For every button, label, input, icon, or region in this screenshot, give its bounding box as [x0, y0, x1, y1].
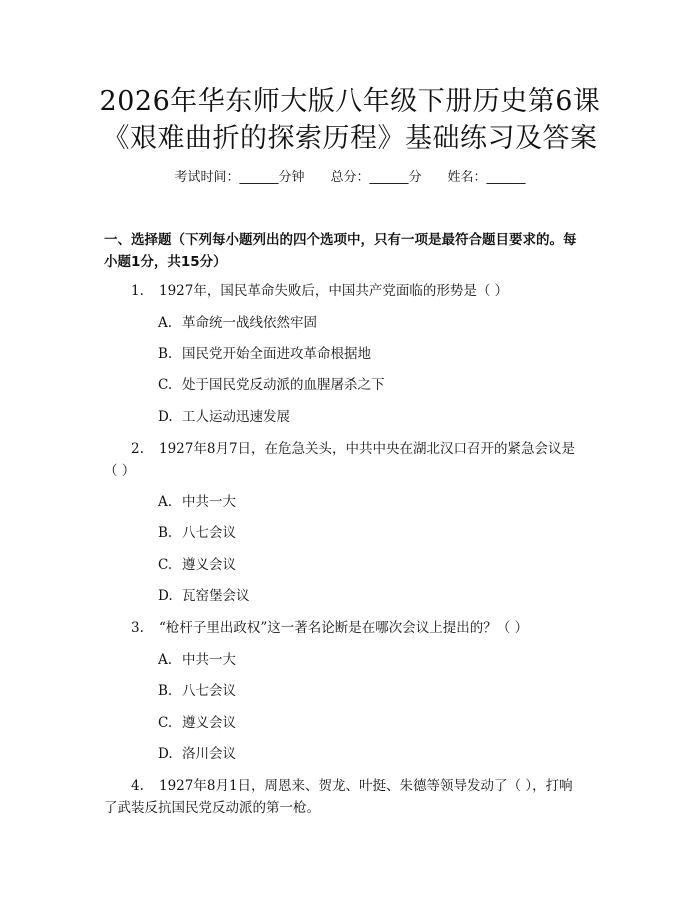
- option-text: 处于国民党反动派的血腥屠杀之下: [182, 377, 385, 393]
- exam-name-field: 姓名：______: [447, 170, 526, 185]
- question-3-option-a: [158, 648, 236, 672]
- option-letter: C.: [158, 377, 173, 393]
- question-stem-line-1: 1927年8月1日，周恩来、贺龙、叶挺、朱德等领导发动了（ ），打响: [159, 778, 573, 794]
- option-text: 中共一大: [182, 494, 236, 510]
- question-3-option-d: [158, 742, 236, 766]
- option-letter: C.: [158, 557, 173, 573]
- option-letter: B.: [158, 683, 173, 699]
- question-stem-line-1: 1927年8月7日，在危急关头，中共中央在湖北汉口召开的紧急会议是: [159, 441, 576, 457]
- question-2-option-c: [158, 553, 236, 577]
- option-text: 八七会议: [182, 683, 236, 699]
- question-3: [104, 616, 604, 640]
- option-text: 遵义会议: [182, 715, 236, 731]
- question-2-option-d: [158, 584, 250, 608]
- question-1-option-a: [158, 311, 317, 335]
- question-2-option-b: [158, 521, 236, 545]
- exam-info: [0, 168, 700, 188]
- option-text: 革命统一战线依然牢固: [182, 315, 317, 331]
- question-2: [104, 437, 604, 461]
- question-4: [104, 774, 604, 798]
- question-1: [104, 279, 604, 303]
- question-number: 2.: [131, 441, 144, 457]
- document-title-line-1: 2026年华东师大版八年级下册历史第6课: [99, 86, 601, 117]
- document-title-line-2: 《艰难曲折的探索历程》基础练习及答案: [102, 123, 598, 154]
- section-heading-line-2: 小题1分，共15分）: [104, 254, 227, 270]
- question-1-option-b: [158, 342, 371, 366]
- exam-time-field: 考试时间：______分钟: [174, 170, 305, 185]
- option-letter: D.: [158, 409, 173, 425]
- option-letter: B.: [158, 525, 173, 541]
- option-letter: A.: [158, 315, 173, 331]
- option-text: 遵义会议: [182, 557, 236, 573]
- option-letter: B.: [158, 346, 173, 362]
- option-letter: A.: [158, 652, 173, 668]
- question-1-option-d: [158, 405, 290, 429]
- option-text: 国民党开始全面进攻革命根据地: [182, 346, 371, 362]
- option-text: 工人运动迅速发展: [182, 409, 290, 425]
- option-text: 瓦窑堡会议: [182, 588, 250, 604]
- exam-score-field: 总分：______分: [330, 170, 422, 185]
- question-number: 4.: [131, 778, 144, 794]
- option-letter: C.: [158, 715, 173, 731]
- question-number: 1.: [131, 283, 144, 299]
- question-stem: “枪杆子里出政权”这一著名论断是在哪次会议上提出的？（ ）: [159, 620, 529, 636]
- question-3-option-c: [158, 711, 236, 735]
- option-letter: D.: [158, 746, 173, 762]
- section-heading-line-1: 一、选择题（下列每小题列出的四个选项中，只有一项是最符合题目要求的。每: [104, 232, 577, 248]
- option-letter: A.: [158, 494, 173, 510]
- question-2-stem-line-2: （ ）: [104, 463, 136, 479]
- option-text: 洛川会议: [182, 746, 236, 762]
- question-1-option-c: [158, 373, 385, 397]
- option-text: 中共一大: [182, 652, 236, 668]
- option-letter: D.: [158, 588, 173, 604]
- question-2-option-a: [158, 490, 236, 514]
- question-4-stem-line-2: 了武装反抗国民党反动派的第一枪。: [104, 800, 320, 816]
- option-text: 八七会议: [182, 525, 236, 541]
- question-number: 3.: [131, 620, 144, 636]
- question-stem: 1927年，国民革命失败后，中国共产党面临的形势是（ ）: [159, 283, 509, 299]
- question-3-option-b: [158, 679, 236, 703]
